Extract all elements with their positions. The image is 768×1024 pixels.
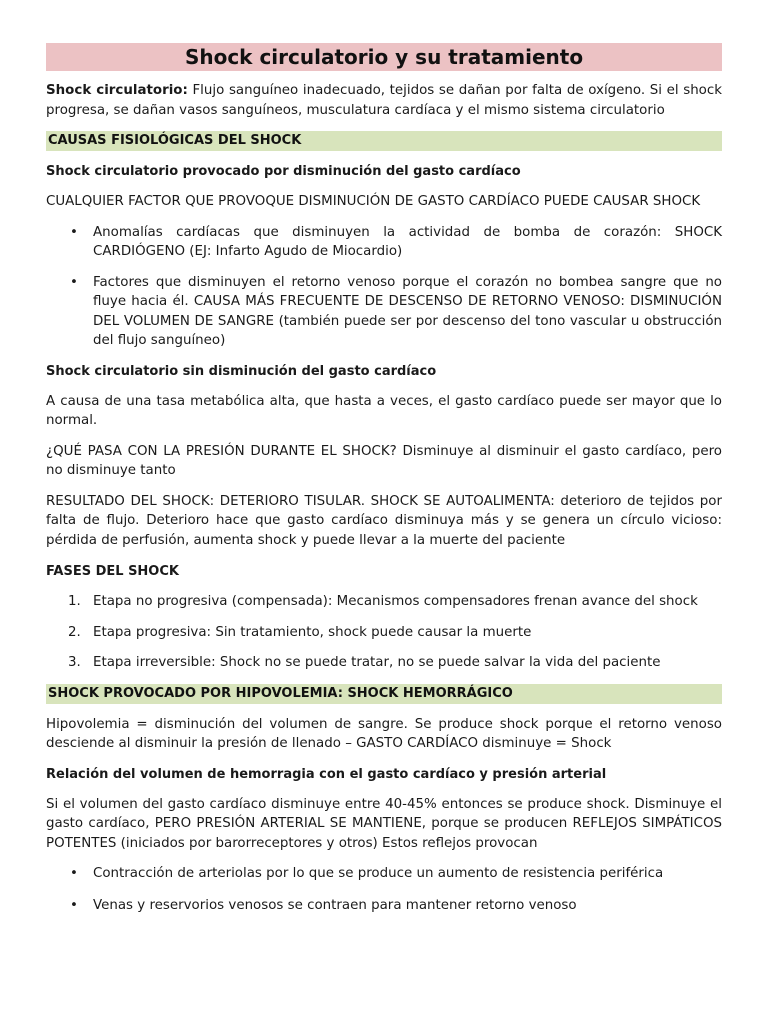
paragraph-cualquier-factor: CUALQUIER FACTOR QUE PROVOQUE DISMINUCIÓN DE GASTO CARDÍACO PUEDE CAUSAR SHOCK	[46, 194, 701, 209]
list-item	[46, 653, 722, 673]
paragraph-resultado: RESULTADO DEL SHOCK: DETERIORO TISULAR. SHOCK SE AUTOALIMENTA: deterioro de tejidos por falta de flujo. Deterioro hace que gasto cardíaco disminuya más y se genera un círculo vicioso: pérdida de perfusión, aumenta shock y puede llevar a la muerte del paciente	[46, 493, 722, 548]
section-heading-causas: CAUSAS FISIOLÓGICAS DEL SHOCK	[46, 131, 722, 151]
bullet-icon: •	[70, 866, 78, 881]
list-item	[46, 896, 722, 916]
list-item	[46, 273, 722, 351]
list-item-text: Factores que disminuyen el retorno venoso porque el corazón no bombea sangre que no fluye hacia él. CAUSA MÁS FRECUENTE DE DESCENSO DE RETORNO VENOSO: DISMINUCIÓN DEL VOLUMEN DE SANGRE (también puede ser por descenso del tono vascular u obstrucción del flujo sanguíneo)	[93, 274, 722, 348]
list-number: 1.	[68, 594, 81, 609]
list-item	[46, 864, 722, 884]
paragraph-hipovolemia: Hipovolemia = disminución del volumen de sangre. Se produce shock porque el retorno venoso desciende al disminuir la presión de llenado – GASTO CARDÍACO disminuye = Shock	[46, 716, 722, 751]
bullet-icon: •	[70, 274, 78, 290]
list-item-text: Contracción de arteriolas por lo que se produce un aumento de resistencia periférica	[93, 866, 664, 881]
list-item-text: Etapa no progresiva (compensada): Mecanismos compensadores frenan avance del shock	[93, 594, 698, 609]
reflexes-bullet-list	[46, 864, 722, 915]
paragraph-tasa-metabolica: A causa de una tasa metabólica alta, que hasta a veces, el gasto cardíaco puede ser mayor que lo normal.	[46, 393, 722, 428]
list-item-text: Etapa progresiva: Sin tratamiento, shock puede causar la muerte	[93, 624, 532, 640]
paragraph-presion: ¿QUÉ PASA CON LA PRESIÓN DURANTE EL SHOCK? Disminuye al disminuir el gasto cardíaco, pero no disminuye tanto	[46, 443, 722, 478]
list-item	[46, 223, 722, 262]
list-item-text: Venas y reservorios venosos se contraen para mantener retorno venoso	[93, 897, 577, 913]
subheading-sin-disminucion: Shock circulatorio sin disminución del gasto cardíaco	[46, 363, 437, 379]
subheading-relacion-volumen: Relación del volumen de hemorragia con el gasto cardíaco y presión arterial	[46, 766, 607, 782]
subheading-disminucion: Shock circulatorio provocado por disminución del gasto cardíaco	[46, 164, 521, 179]
intro-label: Shock circulatorio:	[46, 83, 188, 98]
section-heading-hipovolemia: SHOCK PROVOCADO POR HIPOVOLEMIA: SHOCK HEMORRÁGICO	[46, 684, 722, 704]
intro-paragraph	[46, 81, 722, 120]
list-number: 2.	[68, 624, 81, 640]
bullet-icon: •	[70, 897, 78, 913]
causes-bullet-list	[46, 223, 722, 351]
paragraph-volumen-gasto: Si el volumen del gasto cardíaco disminuye entre 40-45% entonces se produce shock. Disminuye el gasto cardíaco, PERO PRESIÓN ARTERIAL SE MANTIENE, porque se producen REFLEJOS SIMPÁTICOS POTENTES (iniciados por barorreceptores y otros) Estos reflejos provocan	[46, 796, 722, 851]
list-number: 3.	[68, 655, 81, 670]
phases-list	[46, 592, 722, 673]
list-item-text: Etapa irreversible: Shock no se puede tratar, no se puede salvar la vida del paciente	[93, 655, 661, 670]
subheading-fases: FASES DEL SHOCK	[46, 564, 179, 579]
list-item-text: Anomalías cardíacas que disminuyen la actividad de bomba de corazón: SHOCK CARDIÓGENO (EJ: Infarto Agudo de Miocardio)	[93, 224, 722, 259]
list-item	[46, 592, 722, 612]
intro-text: Flujo sanguíneo inadecuado, tejidos se dañan por falta de oxígeno. Si el shock progresa, se dañan vasos sanguíneos, musculatura cardíaca y el mismo sistema circulatorio	[46, 83, 722, 118]
document-title: Shock circulatorio y su tratamiento	[46, 43, 722, 71]
list-item	[46, 623, 722, 643]
bullet-icon: •	[70, 224, 78, 240]
